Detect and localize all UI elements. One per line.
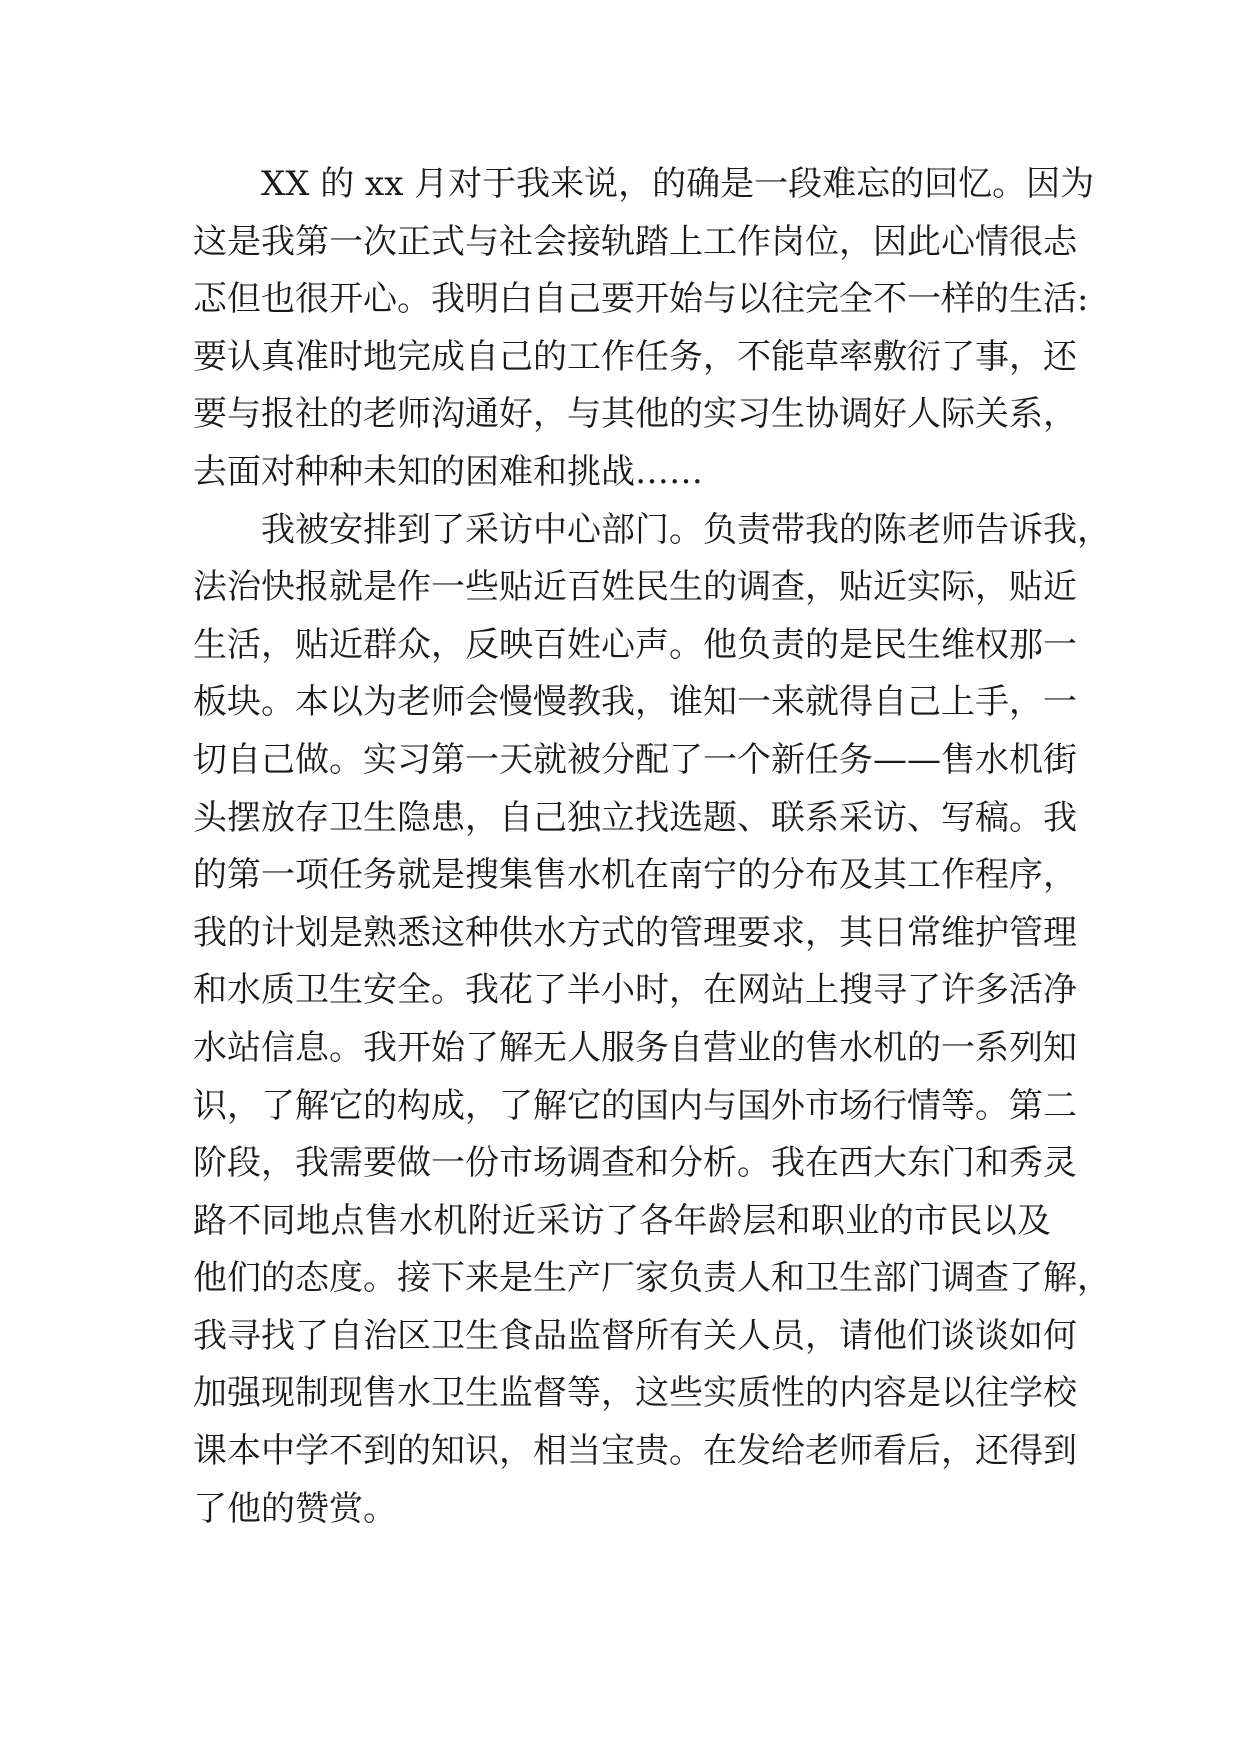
text-line: 水站信息。我开始了解无人服务自营业的售水机的一系列知 bbox=[193, 1027, 1077, 1068]
text-line: 这是我第一次正式与社会接轨踏上工作岗位，因此心情很忐 bbox=[193, 221, 1077, 262]
text-line: 头摆放存卫生隐患，自己独立找选题、联系采访、写稿。我 bbox=[193, 797, 1077, 838]
text-line: 课本中学不到的知识，相当宝贵。在发给老师看后，还得到 bbox=[193, 1431, 1077, 1472]
text-line: 我被安排到了采访中心部门。负责带我的陈老师告诉我， bbox=[261, 509, 1111, 550]
text-line: 和水质卫生安全。我花了半小时，在网站上搜寻了许多活净 bbox=[193, 970, 1077, 1011]
text-line: 板块。本以为老师会慢慢教我，谁知一来就得自己上手，一 bbox=[193, 682, 1077, 723]
text-line: 我的计划是熟悉这种供水方式的管理要求，其日常维护管理 bbox=[193, 912, 1077, 953]
text-line: 去面对种种未知的困难和挑战…… bbox=[193, 451, 703, 492]
text-line: 要与报社的老师沟通好，与其他的实习生协调好人际关系， bbox=[193, 394, 1077, 435]
text-line: 切自己做。实习第一天就被分配了一个新任务——售水机街 bbox=[193, 739, 1077, 780]
text-line: 要认真准时地完成自己的工作任务，不能草率敷衍了事，还 bbox=[193, 336, 1077, 377]
text-line: 阶段，我需要做一份市场调查和分析。我在西大东门和秀灵 bbox=[193, 1143, 1077, 1184]
text-line: 生活，贴近群众，反映百姓心声。他负责的是民生维权那一 bbox=[193, 624, 1077, 665]
text-line: 路不同地点售水机附近采访了各年龄层和职业的市民以及 bbox=[193, 1200, 1051, 1241]
paragraph-2 bbox=[193, 502, 1111, 1539]
text-line: 忑但也很开心。我明白自己要开始与以往完全不一样的生活: bbox=[193, 279, 1089, 320]
document-body bbox=[193, 156, 1111, 1538]
text-line: 的第一项任务就是搜集售水机在南宁的分布及其工作程序， bbox=[193, 855, 1077, 896]
text-line: 我寻找了自治区卫生食品监督所有关人员，请他们谈谈如何 bbox=[193, 1315, 1077, 1356]
text-line: 识，了解它的构成，了解它的国内与国外市场行情等。第二 bbox=[193, 1085, 1077, 1126]
text-line: XX 的 xx 月对于我来说，的确是一段难忘的回忆。因为 bbox=[261, 164, 1095, 204]
text-line: 他们的态度。接下来是生产厂家负责人和卫生部门调查了解， bbox=[193, 1258, 1111, 1299]
text-line: 加强现制现售水卫生监督等，这些实质性的内容是以往学校 bbox=[193, 1373, 1077, 1414]
text-line: 法治快报就是作一些贴近百姓民生的调查，贴近实际，贴近 bbox=[193, 567, 1077, 608]
text-line: 了他的赞赏。 bbox=[193, 1488, 397, 1529]
paragraph-1 bbox=[193, 156, 1095, 502]
